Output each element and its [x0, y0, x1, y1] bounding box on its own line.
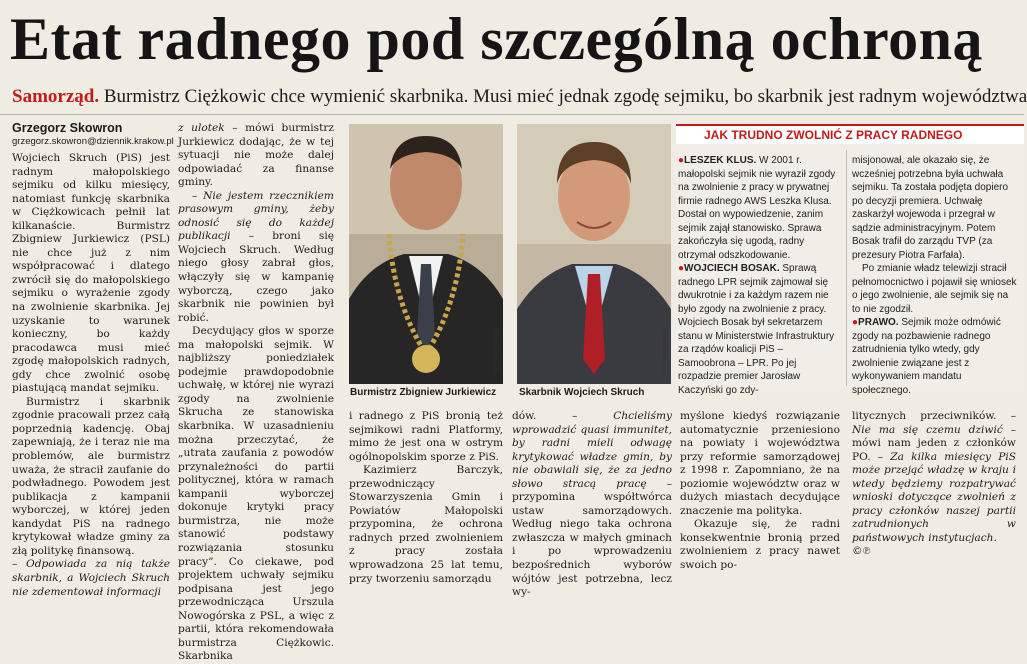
text: – broni się Wojciech Skruch. Według niego głosy zabrał głos, włączyły się w kampanię wyborczą, czego jako skarbnik nie powinien był robić.: [178, 230, 334, 324]
paragraph: i radnego z PiS bronią też sejmikowi radni Platformy, mimo że jest ona w ostrym ogólnopolskim sporze z PiS.: [349, 410, 503, 463]
article-column-6: [852, 410, 1016, 569]
sidebar-item-continued: misjonował, ale okazało się, że wcześniej potrzebna była uchwała sejmiku. Ta została podjęta dopiero po decyzji premiera. Uchwałę zaskarżył wojewoda i przegrał w sądzie administracyjnym. Potem Bosak trafił do zarządu TVP (za prezesury Piotra Farfała).: [852, 155, 1009, 261]
sidebar-title: JAK TRUDNO ZWOLNIĆ Z PRACY RADNEGO: [704, 128, 963, 142]
paragraph: Burmistrz i skarbnik zgodnie pracowali przez całą poprzednią kadencję. Obaj zapewniają, że i teraz nie ma problemów, ale burmistrz uważa, że stracił zaufanie do podwładnego. Powodem jest publikacja z kampanii wyborczej, w której jeden kandydat PiS na radnego krytykował władze gminy za złą politykę finansową.: [12, 395, 170, 557]
article-column-1: [12, 152, 170, 598]
paragraph: [178, 122, 334, 190]
text: – mówi nam jeden z członków PO. –: [852, 423, 1016, 463]
quote: z ulotek: [178, 122, 225, 134]
paragraph: [852, 410, 1016, 545]
quote: Za kilka miesięcy PiS może przejąć władzę w kraju i wtedy będziemy rozpatrywać wnioski dotyczące zwolnień z pracy członków naszej partii zatrudnionych w państwowych instytucjach.: [852, 450, 1017, 544]
sidebar-item: [852, 316, 1018, 397]
quote: Nie jestem rzecznikiem prasowym gminy, żeby odnosić się do każdej publikacji: [178, 189, 334, 243]
sidebar-item-continued: Po zmianie władz telewizji stracił pełnomocnictwo i pojawił się wniosek o jego zwolnienie, ale sejmik się na to nie zgodził.: [852, 263, 1017, 315]
quote: Nie ma się czemu dziwić: [852, 423, 1003, 436]
paragraph: Decydujący głos w sporze ma małopolski sejmik. W najbliższy poniedziałek podejmie prawdopodobnie uchwałę, w której nie wyrazi zgody na zwolnienie Skrucha ze stanowiska skarbnika. W uzasadnieniu można przeczytać, że „utrata zaufania z powodów przynależności do partii politycznej, która w ramach kampanii wyborczej dokonuje krytyki pracy burmistrza, nie może stanowić podstawy rozwiązania stosunku pracy”. Co ciekawe, pod projektem uchwały sejmiku podpisana jest jego przewodnicząca Urszula Nowogórska z PSL, a więc z partii, która rekomendowała burmistrza Ciężkowic. Skarbnika: [178, 325, 334, 663]
portrait-treasurer-image: [517, 124, 671, 384]
quote: Odpowiada za nią także skarbnik, a Wojciech Skruch nie zdementował informacji: [12, 558, 170, 598]
sidebar-item-name: PRAWO.: [858, 317, 899, 328]
article-column-5: [680, 410, 840, 572]
paragraph: [178, 190, 334, 325]
photo-treasurer: [517, 124, 671, 384]
portrait-mayor-image: [349, 124, 503, 384]
text: dów. –: [512, 410, 614, 422]
sidebar-item: [678, 154, 840, 262]
bullet-icon: ●: [852, 317, 859, 328]
article-column-2: [178, 122, 334, 663]
byline-name: Grzegorz Skowron: [12, 121, 123, 135]
deck-text: Burmistrz Ciężkowic chce wymienić skarbnika. Musi mieć jednak zgodę sejmiku, bo skarbnik jest radnym województwa: [99, 86, 1027, 107]
sidebar-item-text: Sejmik może odmówić zgody na pozbawienie radnego zatrudnienia tylko wtedy, gdy zwolnienie związane jest z wykonywaniem mandatu społecznego.: [852, 317, 1001, 396]
bullet-icon: ●: [678, 263, 685, 274]
quote: Chcieliśmy wprowadzić quasi immunitet, by radni mieli odwagę krytykować władze gmin, by nie obawiali się, że za jedno słowo stracą pracę: [512, 410, 672, 490]
sidebar-item-name: WOJCIECH BOSAK.: [684, 263, 780, 274]
sidebar-item-name: LESZEK KLUS.: [684, 155, 757, 166]
sidebar-item-text: W 2001 r. małopolski sejmik nie wyraził zgody na zwolnienie z pracy w prywatnej firmie radnego AWS Leszka Klusa. Dostał on wypowiedzenie, zanim sejmik zajął stanowisko. Sprawa zakończyła się ugodą, radny otrzymał odszkodowanie.: [678, 155, 836, 261]
text: litycznych przeciwników. –: [852, 410, 1016, 422]
paragraph: Kazimierz Barczyk, przewodniczący Stowarzyszenia Gmin i Powiatów Małopolski przypomina, że ochrona radnych przed zwolnieniem z pracy została wprowadzona 25 lat temu, przy tworzeniu samorządu: [349, 464, 503, 585]
sidebar-column-divider: [846, 150, 847, 386]
article-column-4: [512, 410, 672, 599]
paragraph: myślone kiedyś rozwiązanie automatycznie przeniesiono na powiaty i województwa przy reformie samorządowej z 1998 r. Zapomniano, że na poziomie województw oraz w dużych miastach decydujące znaczenie ma polityka.: [680, 410, 840, 517]
paragraph: Wojciech Skruch (PiS) jest radnym małopolskiego sejmiku od kilku miesięcy, natomiast funkcję skarbnika w Ciężkowicach pełnił lat kilkanaście. Burmistrz Zbigniew Jurkiewicz (PSL) nie chce już z nim współpracować i dlatego zwrócił się do małopolskiego sejmiku o wyrażenie zgody na zwolnienie skarbnika. Jej uzyskanie to warunek konieczny, bo każdy pracodawca musi mieć zgodę małopolskich radnych, gdy chce zwolnić osobę piastującą mandat sejmiku.: [12, 152, 170, 395]
sidebar-item-text: Sprawą radnego LPR sejmik zajmował się dwukrotnie i za każdym razem nie było zgody na zwolnienie z pracy. Wojciech Bosak był sekretarzem stanu w Ministerstwie Infrastruktury za rządów koalicji PiS – Samoobrona – LPR. Po jej rozpadzie premier Jarosław Kaczyński go zdy-: [678, 263, 835, 396]
text: – przypomina współtwórca ustaw samorządowych. Według niego taka ochrona zwłaszcza w małych gminach i po wprowadzeniu bezpośrednich wyborów wójtów jest potrzebna, lecz wy-: [512, 477, 672, 599]
signature: ©℗: [852, 545, 871, 558]
caption-mayor: Burmistrz Zbigniew Jurkiewicz: [350, 387, 497, 398]
dash: –: [192, 189, 204, 202]
paragraph: [12, 558, 170, 599]
caption-treasurer: Skarbnik Wojciech Skruch: [519, 387, 645, 398]
sidebar-header: [676, 124, 1024, 144]
sidebar-column-2: [852, 154, 1018, 396]
sidebar-item: [678, 262, 840, 397]
deck-kicker: Samorząd.: [12, 86, 100, 107]
dash: –: [12, 558, 27, 571]
sidebar-column-1: [678, 154, 840, 396]
photo-mayor: [349, 124, 503, 384]
deck: [12, 85, 1027, 109]
photo-credit: FOT. ARCHIWUM: [663, 329, 669, 373]
paragraph: Okazuje się, że radni konsekwentnie bronią przed zwolnieniem z pracy nawet swoich po-: [680, 518, 840, 572]
paragraph: [512, 410, 672, 600]
text: – mówi burmistrz Jurkiewicz dodając, że w tej sytuacji nie może dalej odpowiadać za finanse gminy.: [178, 122, 334, 189]
headline: Etat radnego pod szczególną ochroną: [10, 6, 984, 72]
byline-email[interactable]: grzegorz.skowron@dziennik.krakow.pl: [12, 136, 174, 147]
article-column-3: [349, 410, 503, 585]
bullet-icon: ●: [678, 155, 685, 166]
photo-credit: FOT. ARCHIWUM: [495, 329, 501, 373]
divider: [0, 114, 1024, 115]
